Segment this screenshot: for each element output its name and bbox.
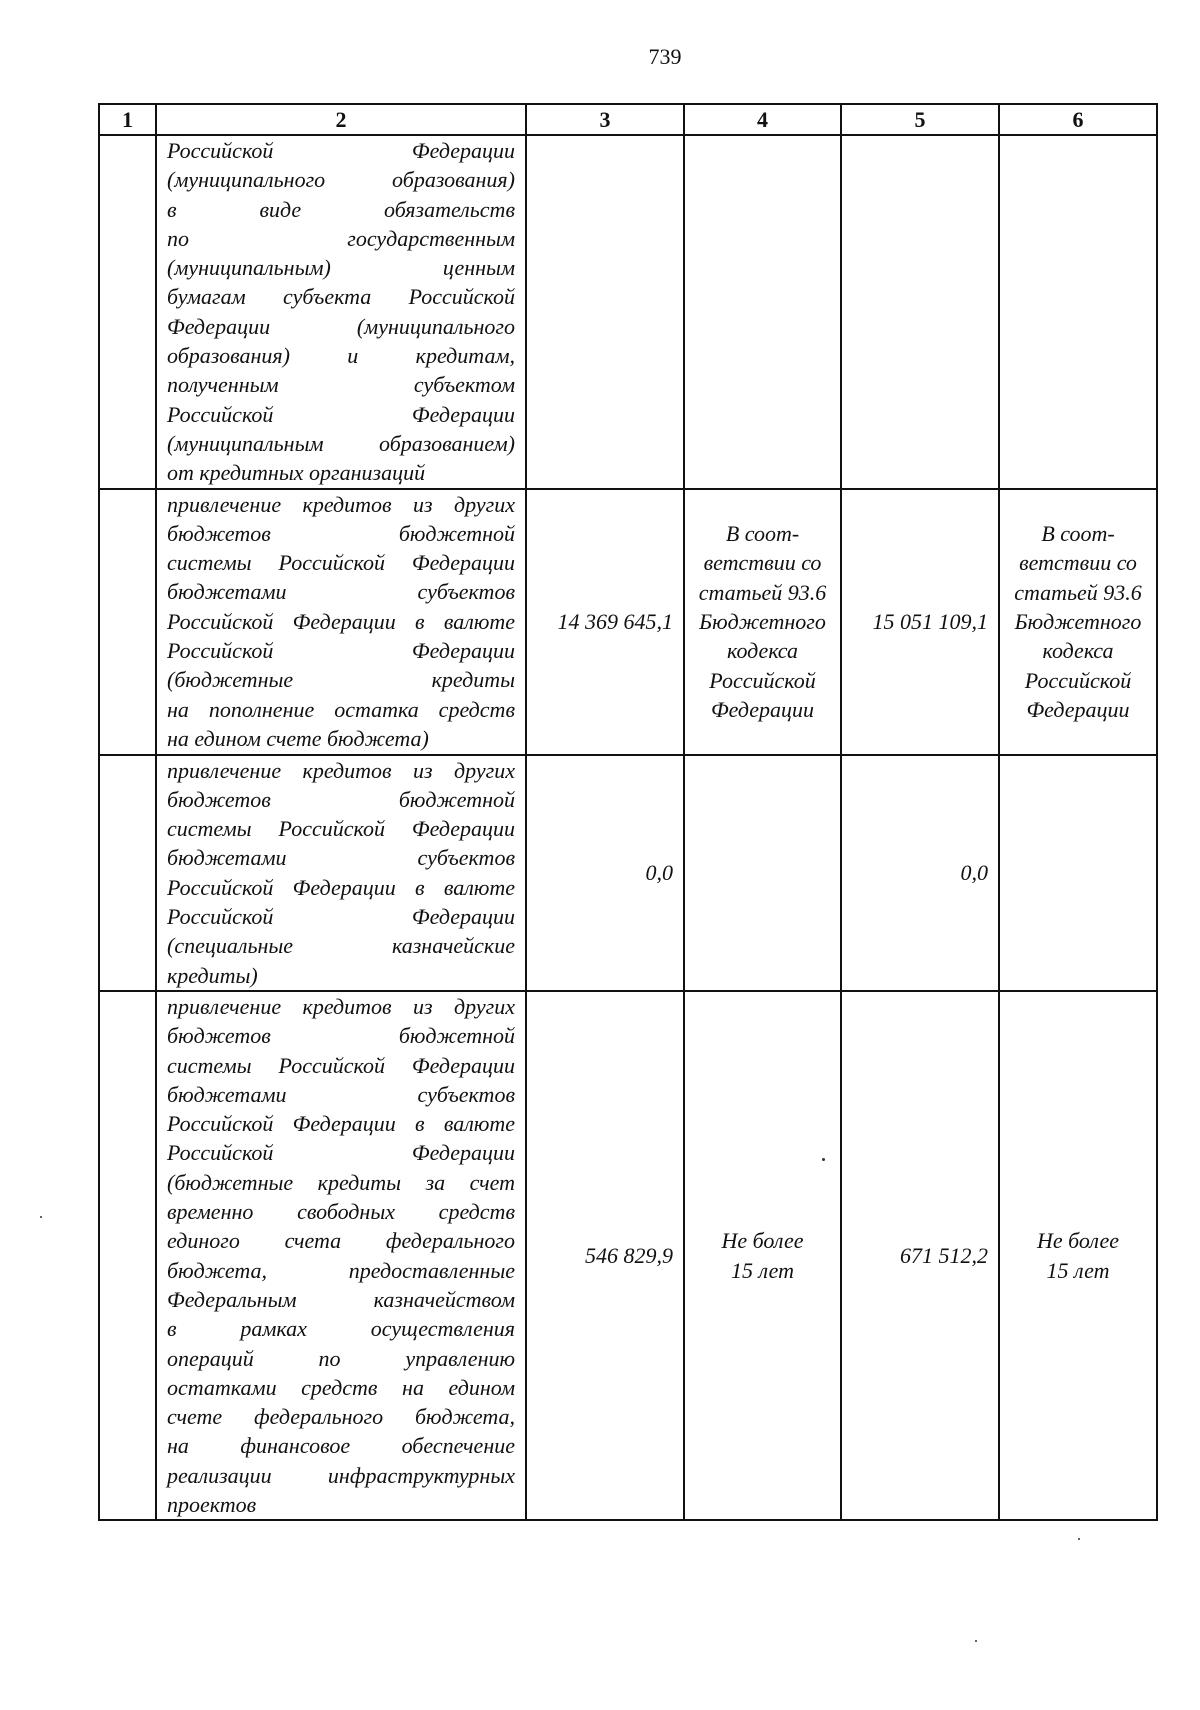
term-line: В соот- <box>1041 521 1115 547</box>
description-line: (муниципальным образованием) <box>167 430 515 456</box>
term-cell-col6 <box>999 991 1157 1520</box>
description-line: бюджетами субъектов <box>167 579 515 605</box>
column-header-4: 4 <box>684 104 841 135</box>
term-line: Бюджетного <box>1014 608 1142 634</box>
table-row <box>99 135 1157 489</box>
table-row <box>99 755 1157 991</box>
term-line: Федерации <box>710 696 815 722</box>
amount-cell-col5: 671 512,2 <box>841 991 999 1520</box>
term-cell-col4 <box>684 489 841 755</box>
table-row <box>99 991 1157 1520</box>
description-line: образования) и кредитам, <box>167 343 515 369</box>
term-cell-col6 <box>999 135 1157 489</box>
description-line: (специальные казначейские <box>167 933 515 959</box>
amount-cell-col3: 14 369 645,1 <box>526 489 684 755</box>
amount-cell-col5: 0,0 <box>841 755 999 991</box>
term-line: статьей 93.6 <box>698 579 827 605</box>
term-line: Не более <box>721 1228 804 1254</box>
term-line: Не более <box>1036 1228 1120 1254</box>
term-cell-col6 <box>999 755 1157 991</box>
scan-speck <box>822 1158 825 1161</box>
row-number-cell <box>99 489 156 755</box>
term-line: 15 лет <box>1046 1257 1110 1283</box>
term-line: ветствии со <box>1019 550 1137 576</box>
description-line: бюджетов бюджетной <box>167 520 515 546</box>
term-cell-col6 <box>999 489 1157 755</box>
description-line: Российской Федерации <box>167 904 515 930</box>
description-line: привлечение кредитов из других <box>167 491 515 517</box>
amount-cell-col3 <box>526 135 684 489</box>
description-line: Российской Федерации <box>167 638 515 664</box>
description-cell <box>156 489 526 755</box>
description-line: полученным субъектом <box>167 372 515 398</box>
description-line: единого счета федерального <box>167 1228 515 1254</box>
description-line: остатками средств на едином <box>167 1374 515 1400</box>
amount-cell-col3: 0,0 <box>526 755 684 991</box>
scan-speck <box>1078 1538 1080 1540</box>
scan-speck <box>40 1216 42 1218</box>
description-line: по государственным <box>167 225 515 251</box>
term-line: Федерации <box>1026 696 1130 722</box>
description-line: на пополнение остатка средств <box>167 696 515 722</box>
term-cell-col4 <box>684 991 841 1520</box>
description-line: бумагам субъекта Российской <box>167 284 515 310</box>
description-line: системы Российской Федерации <box>167 1052 515 1078</box>
description-line: Российской Федерации <box>167 1140 515 1166</box>
description-cell <box>156 755 526 991</box>
description-line: (бюджетные кредиты за счет <box>167 1169 515 1195</box>
header-row <box>99 104 1157 135</box>
column-header-3: 3 <box>526 104 684 135</box>
description-cell <box>156 135 526 489</box>
description-line: Российской Федерации в валюте <box>167 874 515 900</box>
description-line: временно свободных средств <box>167 1199 515 1225</box>
amount-cell-col5 <box>841 135 999 489</box>
amount-cell-col3: 546 829,9 <box>526 991 684 1520</box>
description-line: системы Российской Федерации <box>167 816 515 842</box>
description-line: от кредитных организаций <box>167 460 426 486</box>
term-line: Российской <box>1024 667 1132 693</box>
amount-cell-col5: 15 051 109,1 <box>841 489 999 755</box>
description-line: Российской Федерации <box>167 138 515 163</box>
description-line: (муниципальным) ценным <box>167 255 515 281</box>
description-line: счете федерального бюджета, <box>167 1404 515 1430</box>
column-header-6: 6 <box>999 104 1157 135</box>
description-line: бюджетами субъектов <box>167 1081 515 1107</box>
description-line: кредиты) <box>167 962 258 988</box>
description-line: привлечение кредитов из других <box>167 757 515 783</box>
term-line: 15 лет <box>730 1257 794 1283</box>
scan-speck <box>975 1640 977 1642</box>
budget-table <box>98 103 1158 1521</box>
description-line: бюджетов бюджетной <box>167 1023 515 1049</box>
description-line: бюджетами субъектов <box>167 845 515 871</box>
description-line: бюджета, предоставленные <box>167 1257 515 1283</box>
term-line: В соот- <box>725 521 800 547</box>
term-cell-col4 <box>684 755 841 991</box>
description-line: Российской Федерации в валюте <box>167 1111 515 1137</box>
term-line: статьей 93.6 <box>1014 579 1142 605</box>
description-cell <box>156 991 526 1520</box>
description-line: Российской Федерации в валюте <box>167 608 515 634</box>
column-header-1: 1 <box>99 104 156 135</box>
column-header-5: 5 <box>841 104 999 135</box>
term-cell-col4 <box>684 135 841 489</box>
description-line: в рамках осуществления <box>167 1316 515 1342</box>
description-line: реализации инфраструктурных <box>167 1462 515 1488</box>
term-line: Российской <box>709 667 816 693</box>
row-number-cell <box>99 135 156 489</box>
term-line: кодекса <box>727 638 798 664</box>
description-line: привлечение кредитов из других <box>167 993 515 1019</box>
term-line: ветствии со <box>703 550 822 576</box>
description-line: на финансовое обеспечение <box>167 1433 515 1459</box>
description-line: системы Российской Федерации <box>167 550 515 576</box>
description-line: Российской Федерации <box>167 401 515 427</box>
description-line: Федерации (муниципального <box>167 313 515 339</box>
description-line: бюджетов бюджетной <box>167 786 515 812</box>
description-line: Федеральным казначейством <box>167 1286 515 1312</box>
column-header-2: 2 <box>156 104 526 135</box>
description-line: (муниципального образования) <box>167 167 515 193</box>
description-line: проектов <box>167 1491 257 1517</box>
row-number-cell <box>99 755 156 991</box>
description-line: на едином счете бюджета) <box>167 725 429 751</box>
term-line: кодекса <box>1042 638 1114 664</box>
description-line: операций по управлению <box>167 1345 515 1371</box>
term-line: Бюджетного <box>699 608 826 634</box>
description-line: в виде обязательств <box>167 196 515 222</box>
page-number: 739 <box>648 44 682 69</box>
description-line: (бюджетные кредиты <box>167 667 515 693</box>
row-number-cell <box>99 991 156 1520</box>
table-row <box>99 489 1157 755</box>
